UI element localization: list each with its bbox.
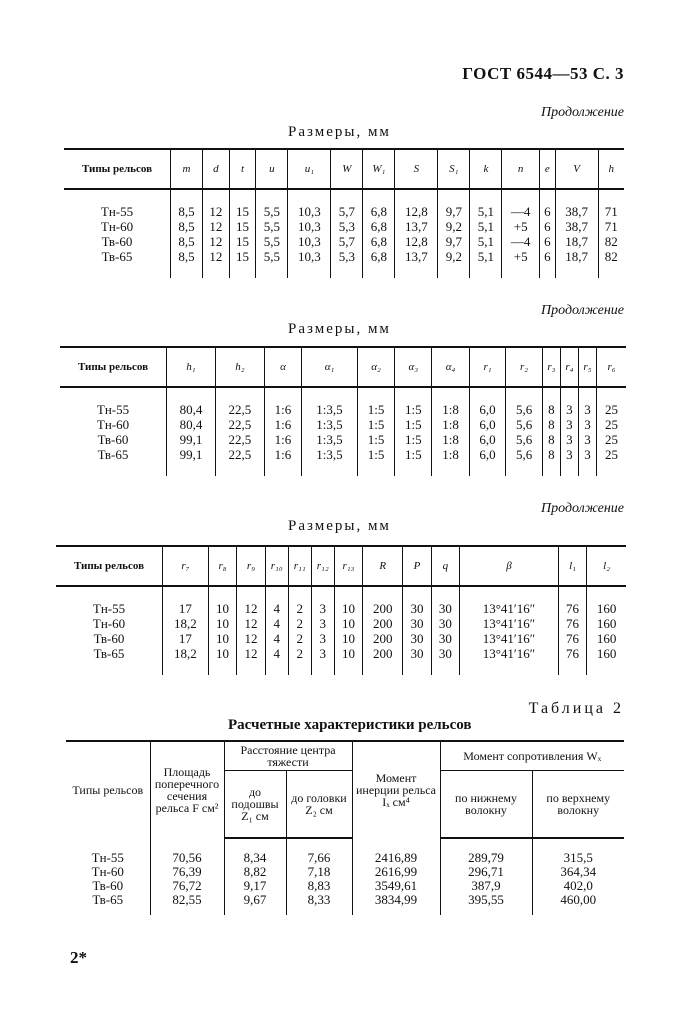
table-cell: 10 — [334, 601, 362, 616]
table-cell: 289,79 — [440, 851, 532, 865]
table-cell: 296,71 — [440, 865, 532, 879]
table-cell: 1:5 — [357, 402, 394, 417]
table-cell: 3 — [311, 601, 334, 616]
col-header: α₄ — [432, 347, 469, 387]
col-header: h — [598, 149, 624, 189]
table-cell: 99,1 — [167, 432, 216, 447]
rail-type-cell: Тн-60 — [92, 616, 126, 631]
table-cell: 25 — [597, 432, 627, 447]
table-cell: 15 — [229, 204, 256, 219]
table-cell: 1:8 — [432, 447, 469, 476]
rail-type-cell: Тн-55 — [100, 204, 134, 219]
table-cell: 2 — [288, 631, 311, 646]
col-header: h₂ — [215, 347, 264, 387]
table-cell: 13°41′16″ — [460, 631, 559, 646]
table-cell: 402,0 — [532, 879, 624, 893]
table-cell: 5,7 — [331, 234, 363, 249]
table-cell: —4 — [502, 204, 539, 219]
table-cell: 10 — [208, 631, 236, 646]
table-cell: 6 — [539, 234, 555, 249]
col-header: h₁ — [167, 347, 216, 387]
table-cell: 5,5 — [256, 234, 288, 249]
col-header: q — [431, 546, 459, 586]
table-cell: 6,0 — [469, 402, 506, 417]
col-header: r₁₃ — [334, 546, 362, 586]
col-resist: Момент сопротивления Wₓ — [440, 741, 624, 771]
table-cell: 4 — [265, 631, 288, 646]
table-cell: 13°41′16″ — [460, 601, 559, 616]
col-header: r₈ — [208, 546, 236, 586]
col-header: α₂ — [357, 347, 394, 387]
col-area: Площадь поперечного сечения рельса F см² — [150, 741, 224, 838]
table-cell: 1:5 — [395, 417, 432, 432]
table2-label: Таблица 2 — [528, 700, 624, 717]
table-cell: 200 — [363, 601, 403, 616]
col-inertia: Момент инерции рельса Iₓ см⁴ — [352, 741, 440, 838]
table-cell: 30 — [431, 631, 459, 646]
table-row — [64, 219, 624, 234]
table-cell: 5,1 — [470, 219, 502, 234]
table-cell: 76 — [558, 616, 586, 631]
col-types: Типы рельсов — [64, 149, 171, 189]
table-cell: 15 — [229, 219, 256, 234]
table-cell: 8,5 — [171, 234, 203, 249]
table-cell: 30 — [431, 616, 459, 631]
table-cell: 5,5 — [256, 204, 288, 219]
table-cell: 5,6 — [506, 432, 543, 447]
table-cell: 4 — [265, 601, 288, 616]
col-header: t — [229, 149, 256, 189]
table-cell: 15 — [229, 234, 256, 249]
table-row — [66, 893, 624, 915]
table-cell: 12 — [237, 601, 265, 616]
table-cell: 5,3 — [331, 249, 363, 278]
table-cell: 160 — [587, 646, 626, 675]
table-cell: 1:6 — [264, 417, 301, 432]
table-row — [56, 646, 626, 675]
table-cell: 2 — [288, 601, 311, 616]
table-cell: 10 — [334, 646, 362, 675]
col-to-head: до головки Z₂ см — [286, 771, 352, 839]
rail-type-cell: Тв-65 — [92, 892, 124, 907]
col-header: R — [363, 546, 403, 586]
col-header: r₁ — [469, 347, 506, 387]
table-cell: 22,5 — [215, 432, 264, 447]
table-cell: 8 — [542, 417, 560, 432]
table-cell: 5,5 — [256, 249, 288, 278]
table-cell: 8,83 — [286, 879, 352, 893]
rail-type-cell: Тв-60 — [97, 432, 129, 447]
table-cell: 200 — [363, 616, 403, 631]
table-cell: 315,5 — [532, 851, 624, 865]
col-header: r₉ — [237, 546, 265, 586]
table-cell: 8,5 — [171, 249, 203, 278]
table-cell: —4 — [502, 234, 539, 249]
rail-type-cell: Тн-60 — [91, 864, 124, 879]
table-cell: 1:3,5 — [302, 432, 358, 447]
table-cell: 3 — [311, 616, 334, 631]
table-cell: 71 — [598, 219, 624, 234]
col-header: l₂ — [587, 546, 626, 586]
table-cell: 3 — [311, 646, 334, 675]
table-cell: 10,3 — [288, 219, 331, 234]
table-cell: 76 — [558, 601, 586, 616]
rail-characteristics-table — [66, 740, 624, 915]
table-cell: 387,9 — [440, 879, 532, 893]
table-cell: 12 — [203, 219, 230, 234]
col-header: r₁₀ — [265, 546, 288, 586]
table-cell: 12 — [203, 234, 230, 249]
table-cell: 76 — [558, 646, 586, 675]
table-cell: 395,55 — [440, 893, 532, 915]
table-cell: 8 — [542, 447, 560, 476]
col-header: r₇ — [163, 546, 209, 586]
table-cell: 76,39 — [150, 865, 224, 879]
table-cell: 6 — [539, 249, 555, 278]
table-cell: 3549,61 — [352, 879, 440, 893]
table-cell: 12 — [237, 631, 265, 646]
continuation-label: Продолжение — [541, 105, 624, 120]
table-cell: 3 — [578, 402, 596, 417]
table-cell: 18,2 — [163, 616, 209, 631]
table-cell: 38,7 — [555, 219, 598, 234]
rail-type-cell: Тн-55 — [92, 601, 126, 616]
table-cell: 10 — [208, 616, 236, 631]
table-row — [60, 447, 626, 476]
table-cell: 200 — [363, 646, 403, 675]
table-cell: 160 — [587, 631, 626, 646]
col-header: r₁₁ — [288, 546, 311, 586]
table-cell: 5,3 — [331, 219, 363, 234]
table-cell: 1:5 — [395, 447, 432, 476]
table-cell: 4 — [265, 616, 288, 631]
table-cell: 1:6 — [264, 432, 301, 447]
table-cell: 7,66 — [286, 851, 352, 865]
sizes-table-c — [56, 545, 626, 675]
table-cell: 3 — [560, 402, 578, 417]
table-cell: 5,5 — [256, 219, 288, 234]
table-cell: 1:5 — [357, 417, 394, 432]
table-cell: 1:5 — [357, 447, 394, 476]
table-cell: 13°41′16″ — [460, 646, 559, 675]
table-cell: 70,56 — [150, 851, 224, 865]
table-cell: 8 — [542, 432, 560, 447]
table-cell: 5,1 — [470, 204, 502, 219]
table-cell: 7,18 — [286, 865, 352, 879]
table-cell: 5,1 — [470, 249, 502, 278]
table-cell: 15 — [229, 249, 256, 278]
sizes-caption: Размеры, мм — [288, 124, 391, 140]
table-row — [64, 204, 624, 219]
table-cell: 3 — [311, 631, 334, 646]
table-cell: 30 — [403, 616, 431, 631]
rail-type-cell: Тв-65 — [101, 249, 133, 264]
page-number: 2* — [70, 948, 87, 967]
col-header: β — [460, 546, 559, 586]
table-cell: 10,3 — [288, 204, 331, 219]
table-cell: 3 — [560, 432, 578, 447]
table-cell: 30 — [403, 601, 431, 616]
table-cell: 6,8 — [363, 249, 395, 278]
table-cell: 1:3,5 — [302, 447, 358, 476]
table-cell: 12 — [203, 204, 230, 219]
table-cell: 1:3,5 — [302, 417, 358, 432]
table-cell: 71 — [598, 204, 624, 219]
table-cell: 200 — [363, 631, 403, 646]
table-cell: 76 — [558, 631, 586, 646]
table-cell: 3 — [578, 447, 596, 476]
table2-title: Расчетные характеристики рельсов — [228, 717, 472, 733]
table-cell: 5,6 — [506, 447, 543, 476]
table-cell: 80,4 — [167, 417, 216, 432]
sizes-caption: Размеры, мм — [288, 518, 391, 534]
col-header: r₃ — [542, 347, 560, 387]
col-header: r₆ — [597, 347, 627, 387]
table-cell: 3 — [578, 417, 596, 432]
table-cell: 82 — [598, 234, 624, 249]
rail-type-cell: Тв-60 — [101, 234, 133, 249]
table-row — [56, 616, 626, 631]
table-cell: 80,4 — [167, 402, 216, 417]
table-cell: 1:5 — [357, 432, 394, 447]
table-cell: 1:5 — [395, 402, 432, 417]
table-cell: 5,1 — [470, 234, 502, 249]
table-cell: +5 — [502, 219, 539, 234]
table-cell: 12,8 — [395, 204, 438, 219]
table-cell: 10 — [334, 631, 362, 646]
rail-type-cell: Тн-60 — [100, 219, 134, 234]
table-row — [64, 234, 624, 249]
table-cell: 2416,89 — [352, 851, 440, 865]
table-cell: 30 — [431, 646, 459, 675]
table-cell: 82 — [598, 249, 624, 278]
table-cell: 2 — [288, 616, 311, 631]
table-cell: 10,3 — [288, 249, 331, 278]
table-cell: 5,7 — [331, 204, 363, 219]
table-cell: 12 — [203, 249, 230, 278]
table-cell: 12 — [237, 616, 265, 631]
col-header: α₁ — [302, 347, 358, 387]
table-cell: 6 — [539, 204, 555, 219]
table-cell: 160 — [587, 601, 626, 616]
table-cell: 25 — [597, 417, 627, 432]
col-types: Типы рельсов — [60, 347, 167, 387]
col-header: r₄ — [560, 347, 578, 387]
table-cell: 13,7 — [395, 219, 438, 234]
col-header: m — [171, 149, 203, 189]
rail-type-cell: Тв-65 — [93, 646, 125, 661]
table-cell: 1:8 — [432, 417, 469, 432]
col-header: V — [555, 149, 598, 189]
table-cell: 4 — [265, 646, 288, 675]
sizes-table-a — [64, 148, 624, 278]
col-header: e — [539, 149, 555, 189]
table-cell: 9,2 — [438, 249, 470, 278]
col-header: α₃ — [395, 347, 432, 387]
table-cell: 12 — [237, 646, 265, 675]
table-cell: 9,7 — [438, 234, 470, 249]
table-row — [66, 865, 624, 879]
table-cell: 3 — [560, 447, 578, 476]
table-cell: 3834,99 — [352, 893, 440, 915]
table-cell: 18,7 — [555, 234, 598, 249]
table-cell: 9,2 — [438, 219, 470, 234]
table-cell: 1:6 — [264, 402, 301, 417]
table-cell: 1:3,5 — [302, 402, 358, 417]
continuation-label: Продолжение — [541, 303, 624, 318]
document-header: ГОСТ 6544—53 С. 3 — [462, 64, 624, 83]
col-header: S — [395, 149, 438, 189]
table-cell: 3 — [578, 432, 596, 447]
col-header: r₅ — [578, 347, 596, 387]
col-header: S₁ — [438, 149, 470, 189]
table-row — [60, 432, 626, 447]
rail-type-cell: Тв-60 — [92, 878, 124, 893]
col-header: r₁₂ — [311, 546, 334, 586]
table-cell: 8,5 — [171, 204, 203, 219]
table-cell: 8,5 — [171, 219, 203, 234]
table-cell: 6,0 — [469, 417, 506, 432]
table-cell: 3 — [560, 417, 578, 432]
col-header: l₁ — [558, 546, 586, 586]
table-cell: 25 — [597, 447, 627, 476]
table-cell: 18,7 — [555, 249, 598, 278]
col-upper: по верхнему волокну — [532, 771, 624, 839]
col-header: W₁ — [363, 149, 395, 189]
table-cell: 6,8 — [363, 219, 395, 234]
table-cell: 1:8 — [432, 402, 469, 417]
table-cell: 8,82 — [224, 865, 286, 879]
table-cell: 13,7 — [395, 249, 438, 278]
table-row — [64, 249, 624, 278]
table-cell: 160 — [587, 616, 626, 631]
table-cell: 76,72 — [150, 879, 224, 893]
table-row — [60, 417, 626, 432]
col-header: u₁ — [288, 149, 331, 189]
table-cell: 5,6 — [506, 402, 543, 417]
col-header: r₂ — [506, 347, 543, 387]
table-cell: 22,5 — [215, 417, 264, 432]
table-cell: 10 — [208, 646, 236, 675]
table-row — [56, 631, 626, 646]
sizes-caption: Размеры, мм — [288, 321, 391, 337]
col-header: α — [264, 347, 301, 387]
table-cell: 6 — [539, 219, 555, 234]
col-header: n — [502, 149, 539, 189]
col-header: d — [203, 149, 230, 189]
table-row — [66, 879, 624, 893]
rail-type-cell: Тн-55 — [96, 402, 130, 417]
table-cell: +5 — [502, 249, 539, 278]
table-cell: 22,5 — [215, 447, 264, 476]
table-cell: 30 — [403, 646, 431, 675]
rail-type-cell: Тв-60 — [93, 631, 125, 646]
table-cell: 9,7 — [438, 204, 470, 219]
table-cell: 18,2 — [163, 646, 209, 675]
table-cell: 2 — [288, 646, 311, 675]
table-cell: 30 — [403, 631, 431, 646]
continuation-label: Продолжение — [541, 501, 624, 516]
sizes-table-b — [60, 346, 626, 476]
table-cell: 1:8 — [432, 432, 469, 447]
table-row — [66, 851, 624, 865]
table-cell: 22,5 — [215, 402, 264, 417]
table-cell: 25 — [597, 402, 627, 417]
table-cell: 6,8 — [363, 234, 395, 249]
table-cell: 82,55 — [150, 893, 224, 915]
col-header: u — [256, 149, 288, 189]
table-cell: 10 — [208, 601, 236, 616]
table-cell: 38,7 — [555, 204, 598, 219]
table-cell: 460,00 — [532, 893, 624, 915]
table-cell: 6,0 — [469, 447, 506, 476]
table-cell: 12,8 — [395, 234, 438, 249]
table-cell: 99,1 — [167, 447, 216, 476]
rail-type-cell: Тн-55 — [91, 850, 124, 865]
col-lower: по нижнему волокну — [440, 771, 532, 839]
col-header: P — [403, 546, 431, 586]
col-to-base: до подошвы Z₁ см — [224, 771, 286, 839]
table-row — [60, 402, 626, 417]
table-cell: 17 — [163, 601, 209, 616]
rail-type-cell: Тн-60 — [96, 417, 130, 432]
table-cell: 17 — [163, 631, 209, 646]
table-cell: 10,3 — [288, 234, 331, 249]
rail-type-cell: Тв-65 — [97, 447, 129, 462]
table-cell: 8,33 — [286, 893, 352, 915]
table-cell: 5,6 — [506, 417, 543, 432]
col-types: Типы рельсов — [66, 741, 150, 838]
col-header: k — [470, 149, 502, 189]
table-row — [56, 601, 626, 616]
col-types: Типы рельсов — [56, 546, 163, 586]
table-cell: 364,34 — [532, 865, 624, 879]
table-cell: 9,17 — [224, 879, 286, 893]
table-cell: 1:5 — [395, 432, 432, 447]
table-cell: 8 — [542, 402, 560, 417]
table-cell: 6,0 — [469, 432, 506, 447]
table-cell: 2616,99 — [352, 865, 440, 879]
table-cell: 8,34 — [224, 851, 286, 865]
table-cell: 10 — [334, 616, 362, 631]
table-cell: 9,67 — [224, 893, 286, 915]
table-cell: 30 — [431, 601, 459, 616]
table-cell: 13°41′16″ — [460, 616, 559, 631]
col-header: W — [331, 149, 363, 189]
table-cell: 1:6 — [264, 447, 301, 476]
col-center: Расстояние центра тяжести — [224, 741, 352, 771]
table-cell: 6,8 — [363, 204, 395, 219]
